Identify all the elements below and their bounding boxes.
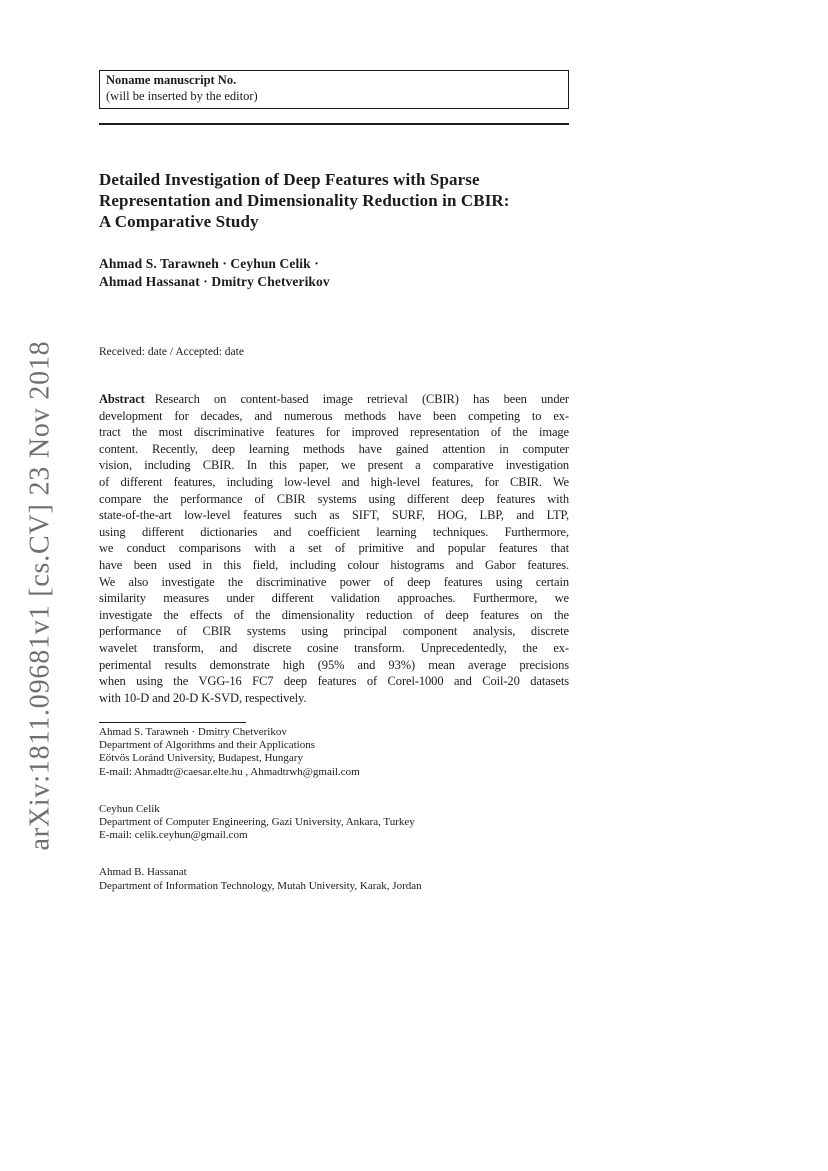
author-line: Ahmad Hassanat · Dmitry Chetverikov [99,273,330,289]
footnote-line: Department of Computer Engineering, Gazi University, Ankara, Turkey [99,816,415,829]
paper-title-line: Detailed Investigation of Deep Features with Sparse [99,170,480,189]
footnote-line: E-mail: Ahmadtr@caesar.elte.hu , Ahmadtrwh@gmail.com [99,765,360,778]
arxiv-stamp: arXiv:1811.09681v1 [cs.CV] 23 Nov 2018 [24,340,56,851]
footnotes-section [99,726,579,917]
received-accepted-line: Received: date / Accepted: date [99,346,244,358]
abstract-line: investigate the effects of the dimensionality reduction of deep features on the [99,607,569,622]
paper-title [99,169,599,232]
abstract-line: when using the VGG-16 FC7 deep features of Corel-1000 and Coil-20 datasets [99,674,569,689]
manuscript-note-line1: Noname manuscript No. [106,73,237,87]
abstract-line: using different dictionaries and coefficient learning techniques. Furthermore, [99,524,569,539]
footnote-block-celik [99,803,579,843]
manuscript-note-line2: (will be inserted by the editor) [106,88,258,103]
abstract-line: wavelet transform, and discrete cosine transform. Unprecedentedly, the ex- [99,640,569,655]
author-line: Ahmad S. Tarawneh · Ceyhun Celik · [99,256,319,271]
abstract-last-line: with 10-D and 20-D K-SVD, respectively. [99,690,307,705]
author-list [99,255,579,290]
abstract-line: of different features, including low-level and high-level features, for CBIR. We [99,474,569,489]
footnote-block-hassanat [99,866,579,892]
footnote-line: Department of Algorithms and their Applications [99,739,315,752]
footnote-line: Ahmad S. Tarawneh · Dmitry Chetverikov [99,726,287,738]
footnote-line: Department of Information Technology, Mutah University, Karak, Jordan [99,879,422,892]
paper-title-line: Representation and Dimensionality Reduction in CBIR: [99,191,510,210]
abstract-section [99,391,569,706]
abstract-line: compare the performance of CBIR systems using different deep features with [99,491,569,506]
footnote-line: Ahmad B. Hassanat [99,866,187,879]
abstract-line: We also investigate the discriminative power of deep features using certain [99,574,569,589]
abstract-line: state-of-the-art low-level features such as SIFT, SURF, HOG, LBP, and LTP, [99,508,569,523]
abstract-line: perimental results demonstrate high (95% and 93%) mean average precisions [99,657,569,672]
abstract-line: tract the most discriminative features for improved representation of the image [99,425,569,440]
abstract-line: content. Recently, deep learning methods have gained attention in computer [99,441,569,456]
abstract-line: have been used in this field, including colour histograms and Gabor features. [99,557,569,572]
paper-title-line: A Comparative Study [99,212,259,231]
footnote-line: Eötvös Loránd University, Budapest, Hungary [99,752,303,765]
abstract-line: we conduct comparisons with a set of primitive and popular features that [99,541,569,556]
footnote-line: E-mail: celik.ceyhun@gmail.com [99,829,248,842]
abstract-first-line [99,391,569,408]
footnote-block-tarawneh-chetverikov [99,726,579,779]
abstract-line: development for decades, and numerous methods have been competing to ex- [99,408,569,423]
manuscript-note-box [99,70,569,109]
abstract-line: similarity measures under different validation approaches. Furthermore, we [99,591,569,606]
abstract-first-line-text: Research on content-based image retrieval (CBIR) has been under [154,392,569,406]
abstract-body [99,408,569,690]
header-rule [99,123,569,125]
abstract-label: Abstract [99,392,145,406]
abstract-line: vision, including CBIR. In this paper, we present a comparative investigation [99,458,569,473]
footnote-line: Ceyhun Celik [99,802,160,815]
abstract-line: performance of CBIR systems using principal component analysis, discrete [99,624,569,639]
footnote-rule [99,722,246,723]
